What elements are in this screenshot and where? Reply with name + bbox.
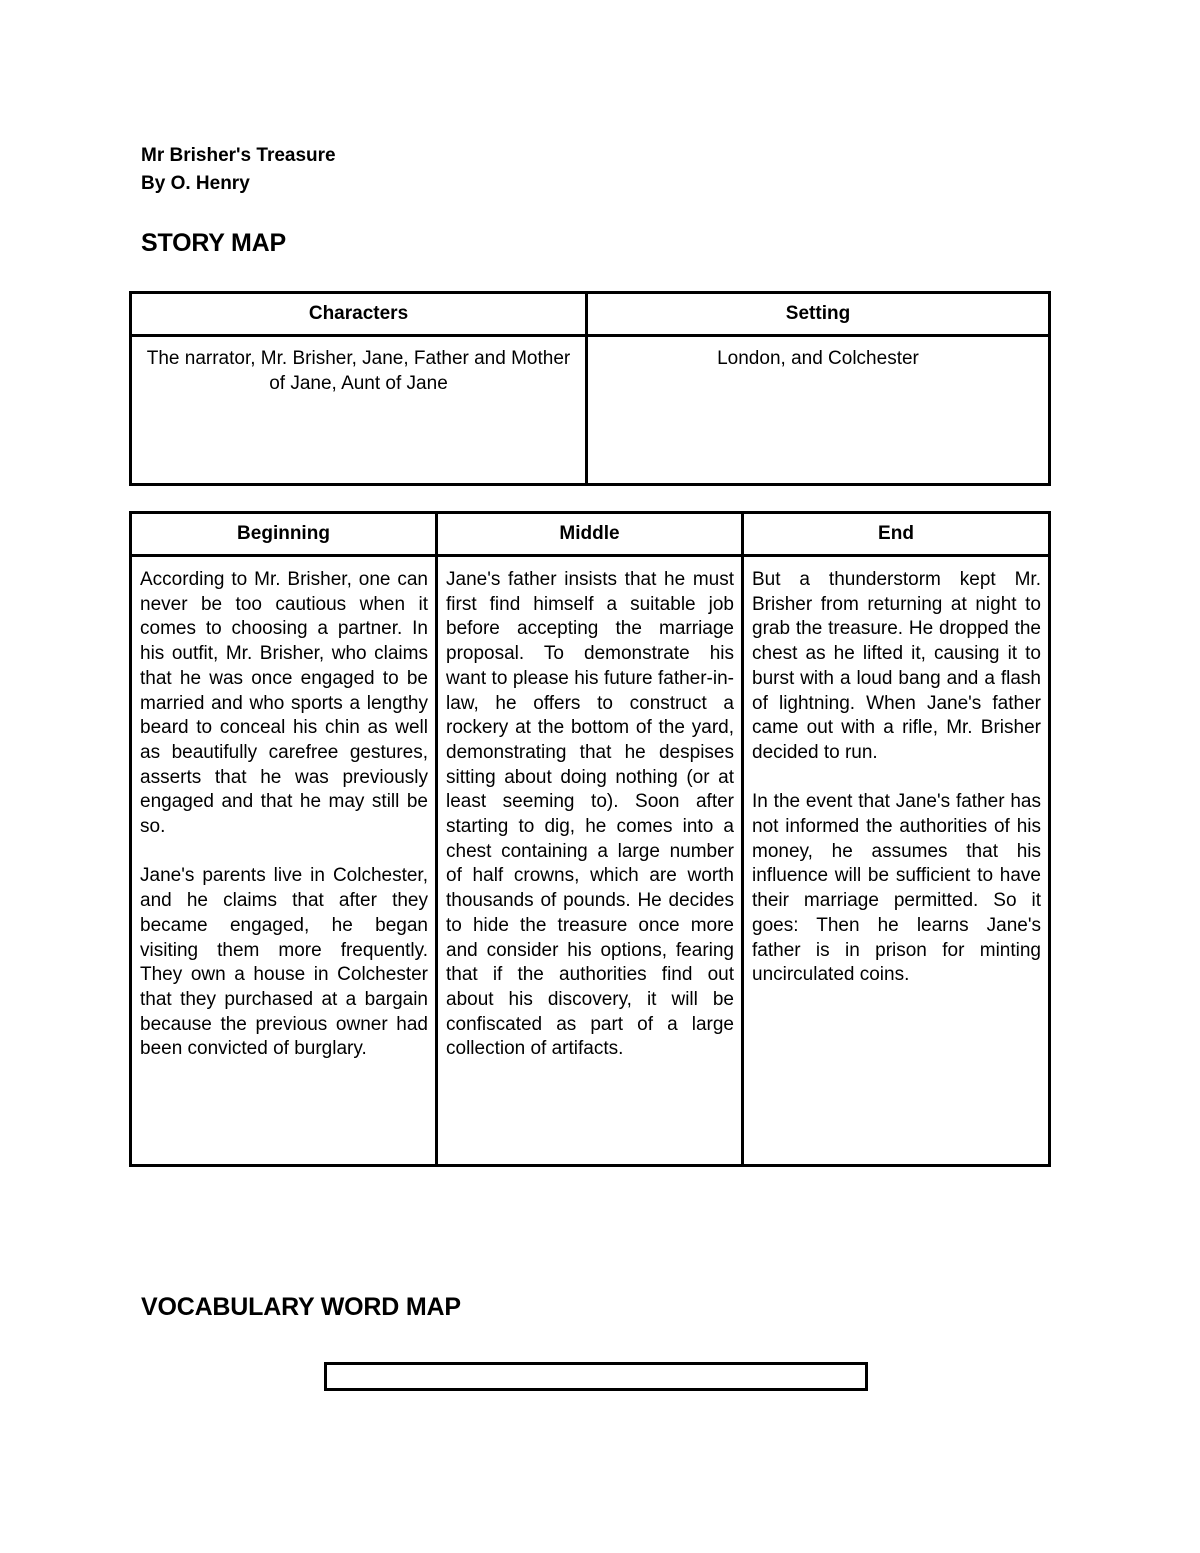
end-paragraph: In the event that Jane's father has not informed the authorities of his money, he assumes that his influence will be sufficient to have their marriage permitted. So it goes: Then he learns Jane's father is in prison for minting uncirculated coins. <box>752 791 1041 986</box>
document-title: Mr Brisher's Treasure <box>141 145 336 166</box>
end-header: End <box>743 513 1050 556</box>
vocabulary-map-heading: VOCABULARY WORD MAP <box>141 1293 461 1321</box>
story-map-heading: STORY MAP <box>141 229 286 257</box>
characters-cell: The narrator, Mr. Brisher, Jane, Father and Mother of Jane, Aunt of Jane <box>131 336 587 485</box>
end-paragraph: But a thunderstorm kept Mr. Brisher from returning at night to grab the treasure. He dropped the chest as he lifted it, causing it to burst with a loud bang and a flash of lightning. When Jane's father came out with a rifle, Mr. Brisher decided to run. <box>752 569 1041 763</box>
beginning-paragraph: According to Mr. Brisher, one can never be too cautious when it comes to choosing a partner. In his outfit, Mr. Brisher, who claims that he was once engaged to be married and who sports a lengthy beard to conceal his chin as well as beautifully carefree gestures, asserts that he was previously engaged and that he may still be so. <box>140 569 428 838</box>
end-cell <box>743 556 1050 1166</box>
beginning-middle-end-table <box>129 511 1051 1167</box>
vocabulary-word-box <box>324 1362 868 1391</box>
middle-cell <box>437 556 743 1166</box>
beginning-cell <box>131 556 437 1166</box>
beginning-header: Beginning <box>131 513 437 556</box>
document-author: By O. Henry <box>141 173 250 194</box>
beginning-paragraph: Jane's parents live in Colchester, and he claims that after they became engaged, he began visiting them more frequently. They own a house in Colchester that they purchased at a bargain because the previous owner had been convicted of burglary. <box>140 865 428 1060</box>
characters-header: Characters <box>131 293 587 336</box>
characters-setting-table <box>129 291 1051 486</box>
middle-header: Middle <box>437 513 743 556</box>
setting-cell: London, and Colchester <box>587 336 1050 485</box>
setting-header: Setting <box>587 293 1050 336</box>
middle-paragraph: Jane's father insists that he must first find himself a suitable job before accepting the marriage proposal. To demonstrate his want to please his future father-in-law, he offers to construct a rockery at the bottom of the yard, demonstrating that he despises sitting about doing nothing (or at least seeming to). Soon after starting to dig, he comes into a chest containing a large number of half crowns, which are worth thousands of pounds. He decides to hide the treasure once more and consider his options, fearing that if the authorities find out about his discovery, it will be confiscated as part of a large collection of artifacts. <box>446 569 734 1060</box>
